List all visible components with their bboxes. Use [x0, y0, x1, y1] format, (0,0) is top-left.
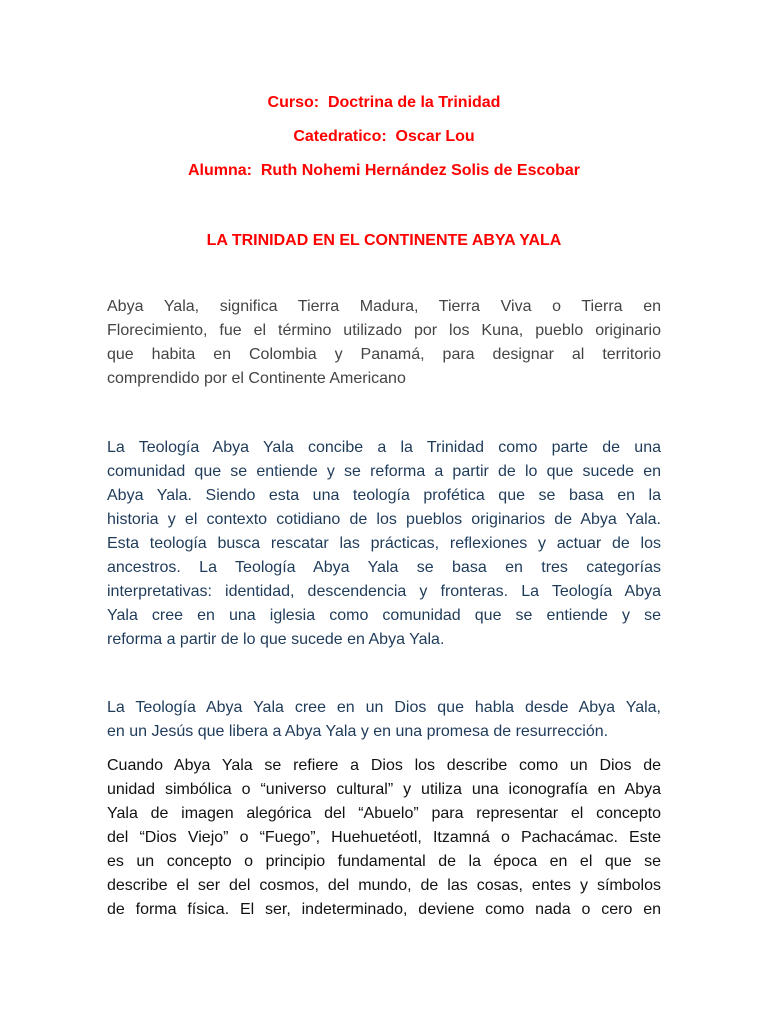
- text-line: ancestros. La Teología Abya Yala se basa en tres categorías: [107, 559, 661, 576]
- paragraph-theology: [107, 436, 661, 652]
- text-line: es un concepto o principio fundamental de la época en el que se: [107, 853, 661, 870]
- text-line: Florecimiento, fue el término utilizado por los Kuna, pueblo originario: [107, 322, 661, 339]
- text-line: de forma física. El ser, indeterminado, deviene como nada o cero en: [107, 901, 661, 918]
- text-line: La Teología Abya Yala cree en un Dios que habla desde Abya Yala,: [107, 699, 661, 716]
- text-line: del “Dios Viejo” o “Fuego”, Huehuetéotl, Itzamná o Pachacámac. Este: [107, 829, 661, 846]
- text-line: Abya Yala. Siendo esta una teología profética que se basa en la: [107, 487, 661, 504]
- text-line: reforma a partir de lo que sucede en Abya Yala.: [107, 631, 445, 648]
- paragraph-belief: [107, 696, 661, 744]
- text-line: Yala cree en una iglesia como comunidad que se entiende y se: [107, 607, 661, 624]
- text-line: historia y el contexto cotidiano de los pueblos originarios de Abya Yala.: [107, 511, 661, 528]
- document-title: LA TRINIDAD EN EL CONTINENTE ABYA YALA: [206, 232, 562, 249]
- text-line: Yala de imagen alegórica del “Abuelo” para representar el concepto: [107, 805, 661, 822]
- text-line: unidad simbólica o “universo cultural” y utiliza una iconografía en Abya: [107, 781, 661, 798]
- text-line: La Teología Abya Yala concibe a la Trinidad como parte de una: [107, 439, 661, 456]
- text-line: describe el ser del cosmos, del mundo, de las cosas, entes y símbolos: [107, 877, 661, 894]
- text-line: Abya Yala, significa Tierra Madura, Tierra Viva o Tierra en: [107, 298, 661, 315]
- text-line: Cuando Abya Yala se refiere a Dios los describe como un Dios de: [107, 757, 661, 774]
- text-line: interpretativas: identidad, descendencia y fronteras. La Teología Abya: [107, 583, 661, 600]
- text-line: comunidad que se entiende y se reforma a partir de lo que sucede en: [107, 463, 661, 480]
- text-line: comprendido por el Continente Americano: [107, 370, 406, 387]
- student-line: Alumna: Ruth Nohemi Hernández Solis de Escobar: [187, 162, 581, 179]
- paragraph-intro: [107, 295, 661, 391]
- text-line: que habita en Colombia y Panamá, para designar al territorio: [107, 346, 661, 363]
- course-line: Curso: Doctrina de la Trinidad: [267, 94, 501, 111]
- text-line: Esta teología busca rescatar las prácticas, reflexiones y actuar de los: [107, 535, 661, 552]
- text-line: en un Jesús que libera a Abya Yala y en una promesa de resurrección.: [107, 723, 609, 740]
- teacher-line: Catedratico: Oscar Lou: [293, 128, 475, 145]
- paragraph-god-description: [107, 754, 661, 922]
